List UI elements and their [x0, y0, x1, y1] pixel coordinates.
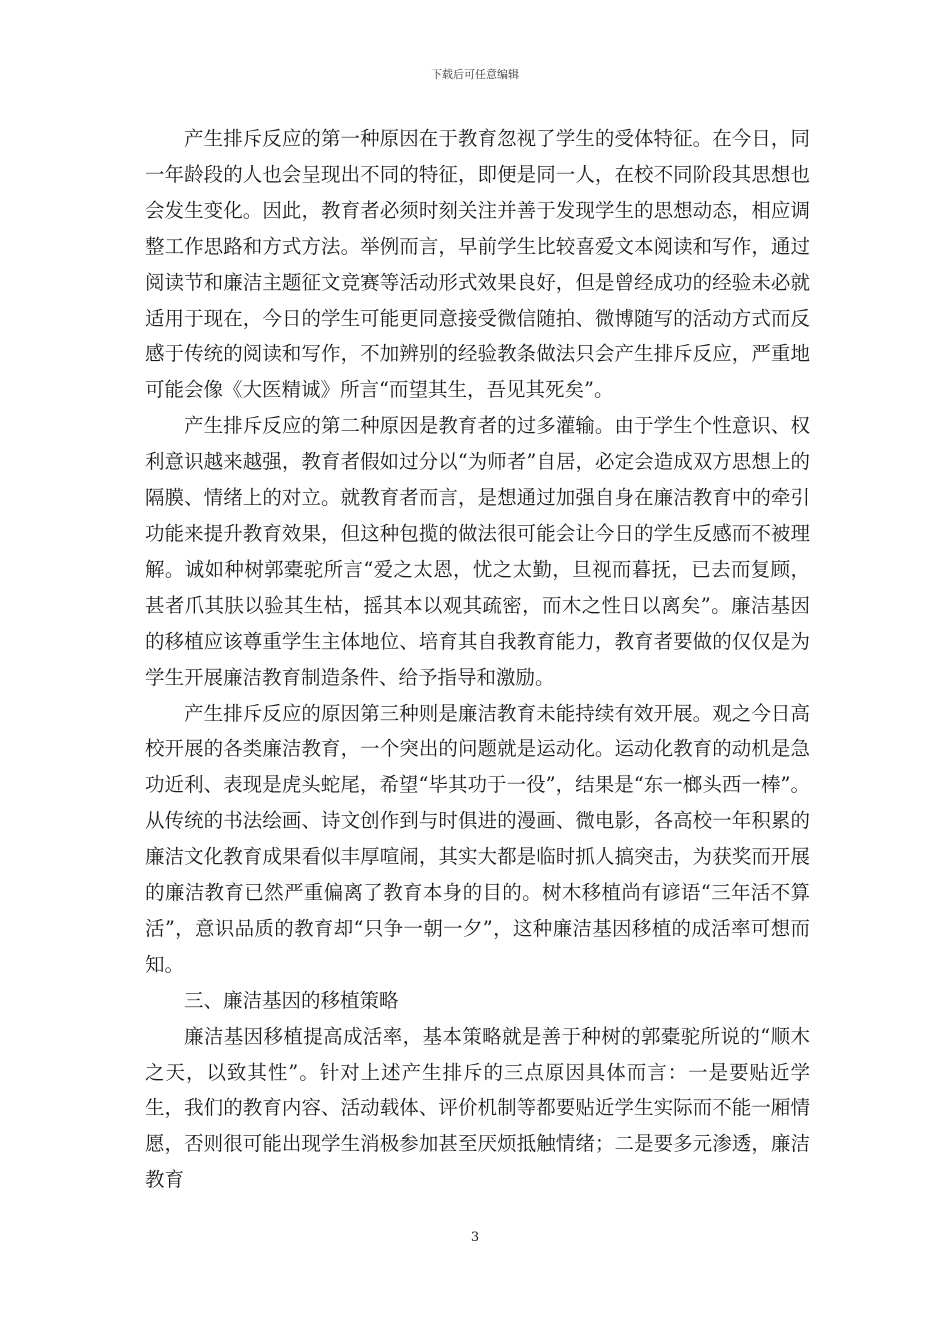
page-number: 3 [470, 1230, 480, 1245]
paragraph-strategy: 廉洁基因移植提高成活率，基本策略就是善于种树的郭橐驼所说的“顺木之天，以致其性”。针对上述产生排斥的三点原因具体而言：一是要贴近学生，我们的教育内容、活动载体、评价机制等都要贴近学生实际而不能一厢情愿，否则很可能出现学生消极参加甚至厌烦抵触情绪；二是要多元渗透，廉洁教育 [145, 1024, 810, 1192]
paragraph-first-cause: 产生排斥反应的第一种原因在于教育忽视了学生的受体特征。在今日，同一年龄段的人也会呈现出不同的特征，即便是同一人，在校不同阶段其思想也会发生变化。因此，教育者必须时刻关注并善于发现学生的思想动态，相应调整工作思路和方式方法。举例而言，早前学生比较喜爱文本阅读和写作，通过阅读节和廉洁主题征文竞赛等活动形式效果良好，但是曾经成功的经验未必就适用于现在，今日的学生可能更同意接受微信随拍、微博随写的活动方式而反感于传统的阅读和写作，不加辨别的经验教条做法只会产生排斥反应，严重地可能会像《大医精诚》所言“而望其生，吾见其死矣”。 [145, 127, 810, 402]
paragraph-second-cause: 产生排斥反应的第二种原因是教育者的过多灌输。由于学生个性意识、权利意识越来越强，教育者假如过分以“为师者”自居，必定会造成双方思想上的隔膜、情绪上的对立。就教育者而言，是想通过加强自身在廉洁教育中的牵引功能来提升教育效果，但这种包揽的做法很可能会让今日的学生反感而不被理解。诚如种树郭橐驼所言“爱之太恩，忧之太勤，旦视而暮抚，已去而复顾，甚者爪其肤以验其生枯，摇其本以观其疏密，而木之性日以离矣”。廉洁基因的移植应该尊重学生主体地位、培育其自我教育能力，教育者要做的仅仅是为学生开展廉洁教育制造条件、给予指导和激励。 [145, 414, 810, 689]
section-heading: 三、廉洁基因的移植策略 [184, 988, 399, 1012]
paragraph-third-cause: 产生排斥反应的原因第三种则是廉洁教育未能持续有效开展。观之今日高校开展的各类廉洁教育，一个突出的问题就是运动化。运动化教育的动机是急功近利、表现是虎头蛇尾，希望“毕其功于一役”，结果是“东一榔头西一棒”。从传统的书法绘画、诗文创作到与时俱进的漫画、微电影，各高校一年积累的廉洁文化教育成果看似丰厚喧闹，其实大都是临时抓人搞突击，为获奖而开展的廉洁教育已然严重偏离了教育本身的目的。树木移植尚有谚语“三年活不算活”，意识品质的教育却“只争一朝一夕”，这种廉洁基因移植的成活率可想而知。 [145, 701, 810, 976]
document-body [145, 121, 810, 1198]
page-header: 下载后可任意编辑 [431, 68, 519, 81]
